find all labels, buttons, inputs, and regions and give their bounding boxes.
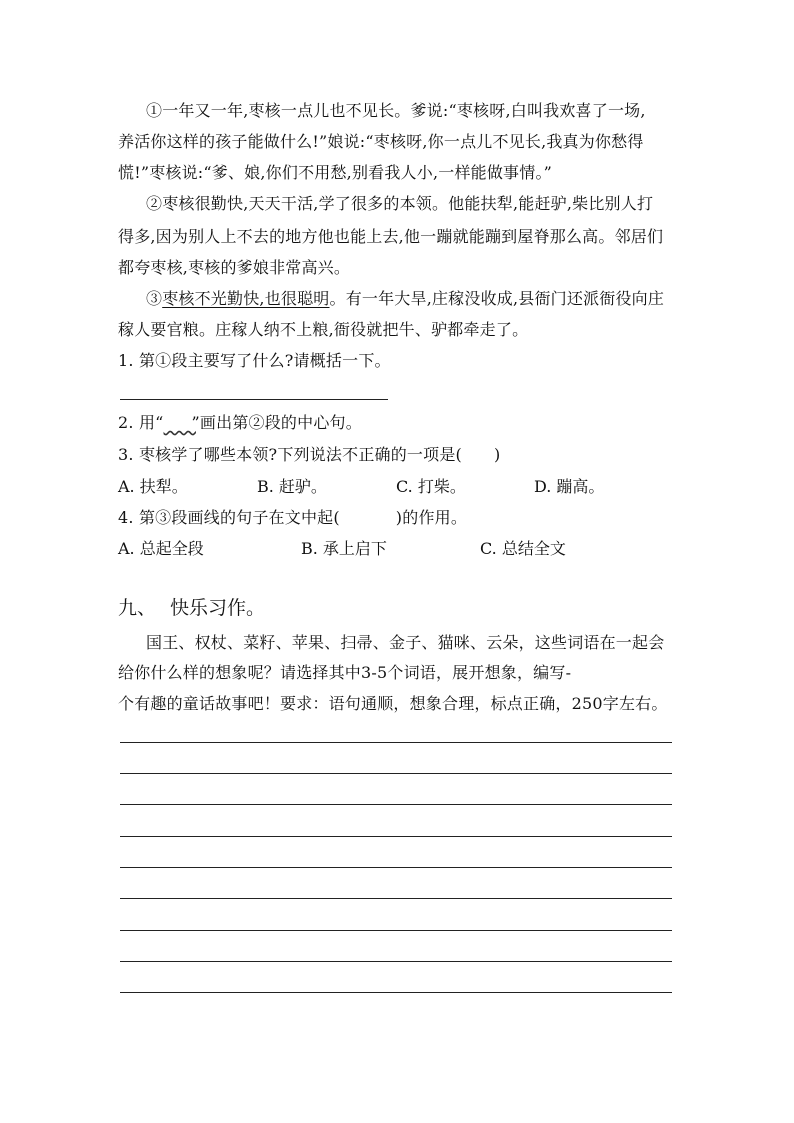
question-3-text: 3. 枣核学了哪些本领?下列说法不正确的一项是( — [118, 445, 462, 464]
passage-p1-line3: 慌!”枣核说:“爹、娘,你们不用愁,别看我人小,一样能做事情。” — [118, 163, 553, 182]
p3-line1-rest: 。有一年大旱,庄稼没收成,县衙门还派衙役向庄 — [329, 289, 665, 308]
question-2-suffix: ”画出第②段的中心句。 — [191, 413, 362, 432]
question-2 — [118, 412, 362, 434]
question-4 — [118, 507, 467, 529]
writing-line[interactable] — [120, 867, 672, 868]
question-3 — [118, 444, 500, 466]
writing-line[interactable] — [120, 930, 672, 931]
underlined-sentence: 枣核不光勤快,也很聪明 — [162, 289, 330, 308]
passage-p2-line3: 都夸枣核,枣核的爹娘非常高兴。 — [118, 258, 351, 277]
writing-line[interactable] — [120, 773, 672, 774]
passage-p2-line2: 得多,因为别人上不去的地方他也能上去,他一蹦就能蹦到屋脊那么高。邻居们 — [118, 227, 664, 246]
q4-option-b[interactable]: B. 承上启下 — [301, 539, 387, 558]
p3-marker: ③ — [146, 289, 163, 308]
writing-line[interactable] — [120, 836, 672, 837]
question-1-answer-line[interactable] — [120, 399, 388, 400]
q3-option-b[interactable]: B. 赶驴。 — [257, 477, 327, 496]
question-3-close: ) — [493, 445, 501, 464]
writing-line[interactable] — [120, 992, 672, 993]
passage-p1-line2: 养活你这样的孩子能做什么!”娘说:“枣核呀,你一点儿不见长,我真为你愁得 — [118, 132, 644, 151]
q3-option-d[interactable]: D. 蹦高。 — [534, 477, 605, 496]
question-4-suffix: )的作用。 — [395, 508, 468, 527]
q4-option-a[interactable]: A. 总起全段 — [118, 539, 204, 558]
writing-line[interactable] — [120, 898, 672, 899]
section-number: 九、 — [118, 597, 157, 619]
writing-line[interactable] — [120, 742, 672, 743]
wavy-line-symbol — [164, 412, 192, 434]
writing-prompt-line3: 个有趣的童话故事吧！要求：语句通顺，想象合理，标点正确，250字左右。 — [118, 694, 668, 713]
q3-option-c[interactable]: C. 打柴。 — [396, 477, 466, 496]
section-title: 快乐习作。 — [170, 597, 266, 619]
writing-line[interactable] — [120, 961, 672, 962]
q3-option-a[interactable]: A. 扶犁。 — [118, 477, 188, 496]
writing-prompt-line1: 国王、权杖、菜籽、苹果、扫帚、金子、猫咪、云朵，这些词语在一起会 — [146, 633, 665, 652]
question-1: 1. 第①段主要写了什么?请概括一下。 — [118, 351, 391, 370]
writing-prompt-line2: 给你什么样的想象呢？请选择其中3-5个词语，展开想象，编写- — [118, 663, 572, 682]
passage-p3-line2: 稼人要官粮。庄稼人纳不上粮,衙役就把牛、驴都牵走了。 — [118, 320, 529, 339]
question-2-prefix: 2. 用“ — [118, 413, 164, 432]
passage-p2-line1: ②枣核很勤快,天天干活,学了很多的本领。他能扶犁,能赶驴,柴比别人打 — [146, 194, 654, 213]
passage-p1-line1: ①一年又一年,枣核一点儿也不见长。爹说:“枣核呀,白叫我欢喜了一场, — [146, 101, 646, 120]
passage-p3-line1 — [146, 288, 664, 310]
question-4-prefix: 4. 第③段画线的句子在文中起( — [118, 508, 340, 527]
q4-option-c[interactable]: C. 总结全文 — [480, 539, 566, 558]
writing-line[interactable] — [120, 804, 672, 805]
section-nine-heading — [118, 596, 265, 620]
